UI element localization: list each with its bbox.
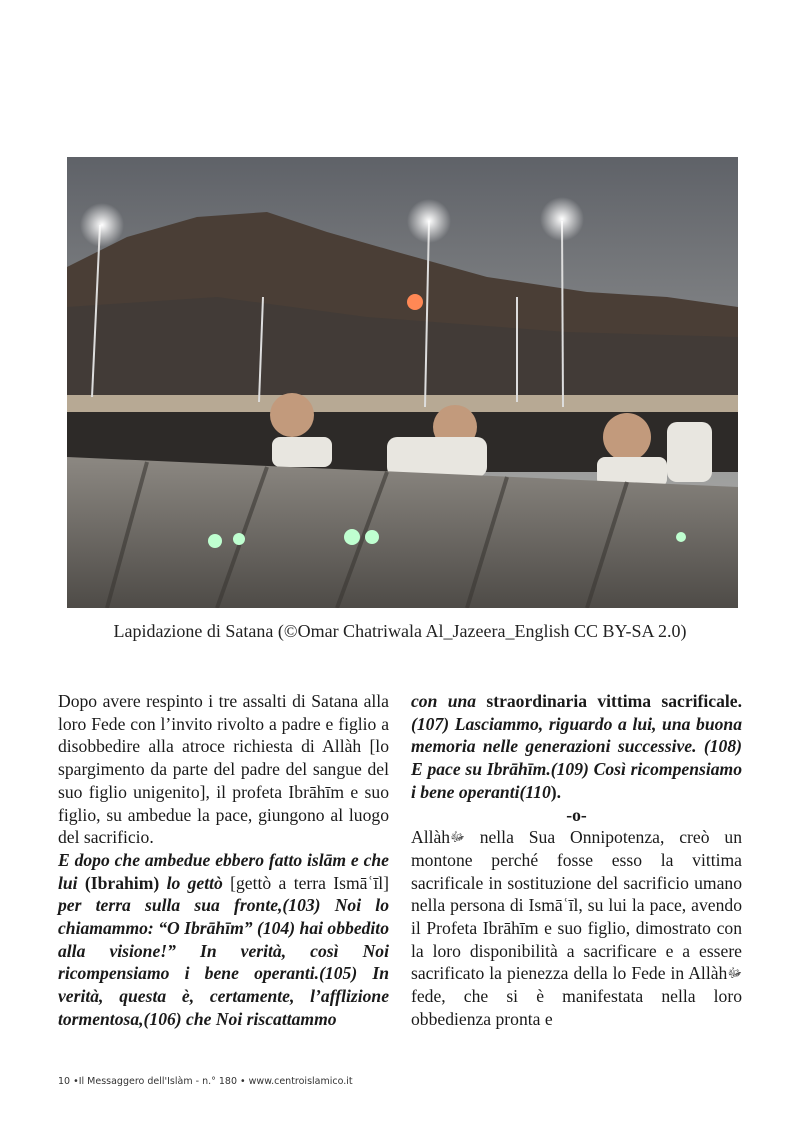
photo — [67, 157, 738, 608]
section-separator: -o- — [566, 804, 587, 825]
page-footer: 10 •Il Messaggero dell'Islàm - n.° 180 • www.centroislamico.it — [58, 1076, 353, 1087]
honorific-symbol: ﷻ — [727, 965, 742, 981]
right-column — [411, 690, 742, 1031]
photo-illustration — [67, 157, 738, 608]
photo-caption: Lapidazione di Satana (©Omar Chatriwala Al_Jazeera_English CC BY-SA 2.0) — [113, 621, 687, 641]
quran-quote-continued: con una straordinaria vittima sacrificale. (107) Lasciammo, riguardo a lui, una buona memoria nelle generazioni successive. (108) E pace su Ibrāhīm.(109) Così ricompensiamo i bene operanti(110). — [411, 691, 742, 802]
quran-quote: E dopo che ambedue ebbero fatto islām e che lui (Ibrahim) lo gettò [gettò a terra Ismāʿīl] per terra sulla sua fronte,(103) Noi lo chiamammo: “O Ibrāhīm” (104) hai obbedito alla visione!” In verità, così Noi ricompensiamo i bene operanti.(105) In verità, questa è, certamente, l’afflizione tormentosa,(106) che Noi riscattammo — [58, 849, 389, 1029]
intro-paragraph: Dopo avere respinto i tre assalti di Satana alla loro Fede con l’invito rivolto a padre e figlio a disobbedire alla atroce richiesta di Allàh [lo spargimento da parte del padre del sangue del suo figlio unigenito], il profeta Ibrāhīm e suo figlio, su ambedue la pace, giungono al luogo del sacrificio. — [58, 691, 389, 848]
body-paragraph: Allàhﷻ nella Sua Onnipotenza, creò un montone perché fosse esso la vittima sacrificale in sostituzione del sacrificio umano nella persona di Ismāʿīl, su lui la pace, avendo il Profeta Ibrāhīm e suo figlio, dimostrato con la loro disponibilità a sacrificare e a essere sacrificato la pienezza della lo Fede in Allàhﷻ fede, che si è manifestata nella loro obbedienza pronta e — [411, 827, 742, 1029]
left-column — [58, 690, 389, 1031]
honorific-symbol: ﷻ — [450, 829, 465, 845]
